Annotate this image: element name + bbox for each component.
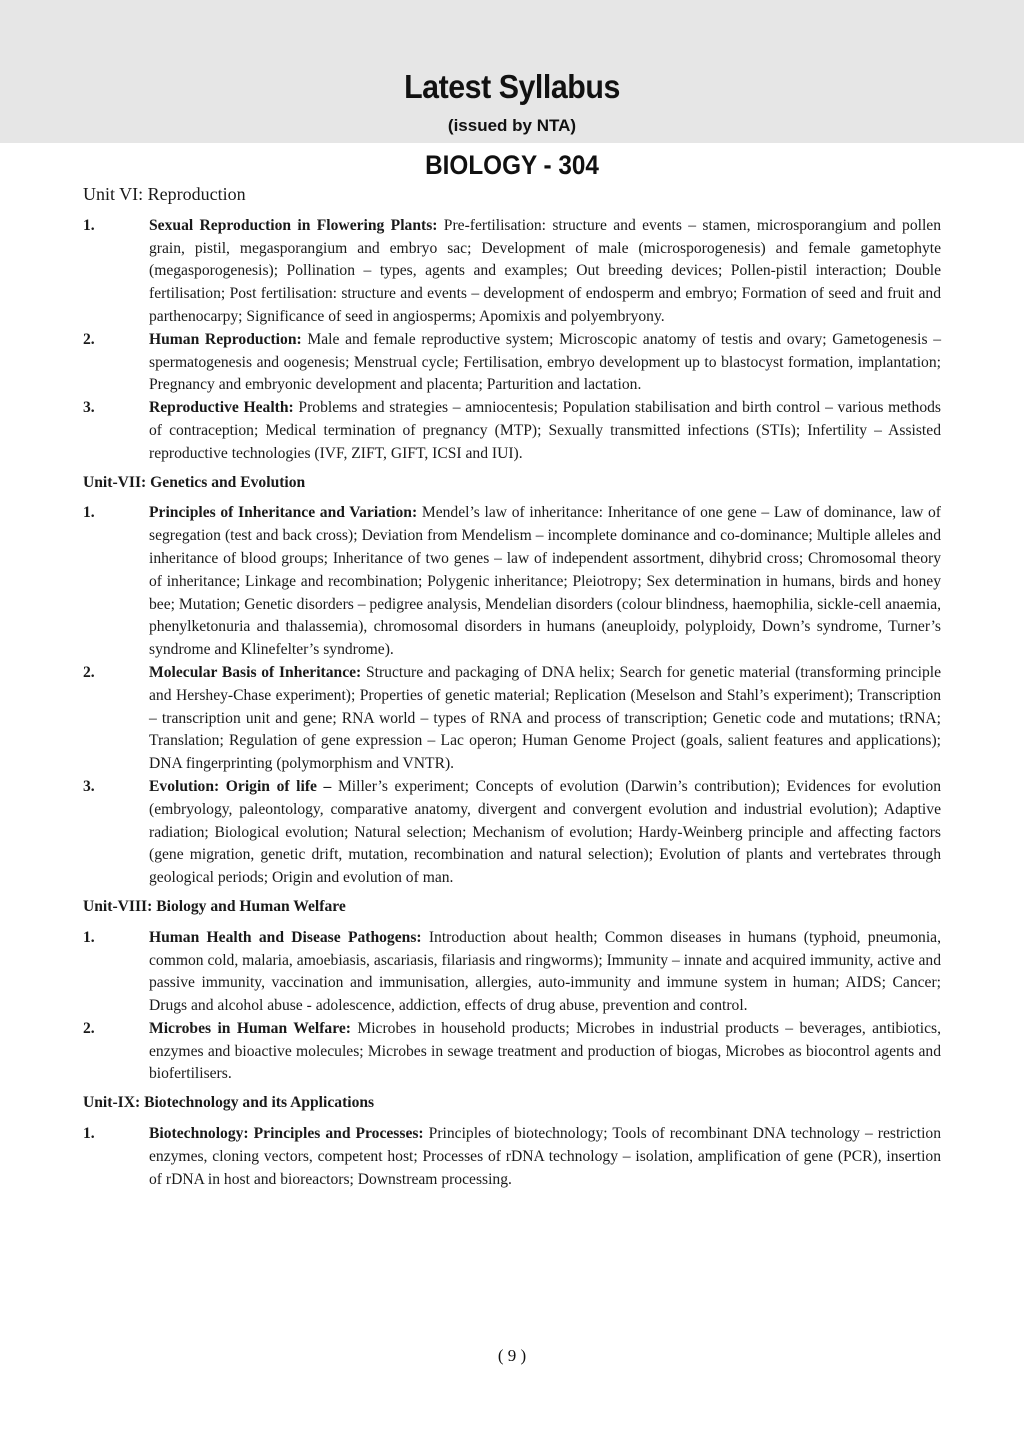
unit-heading: Unit VI: Reproduction [83, 184, 246, 204]
item-number: 2. [83, 663, 95, 681]
syllabus-item [83, 215, 941, 329]
item-number: 1. [83, 1125, 95, 1143]
item-description: Microbes in household products; Microbes in industrial products – beverages, antibiotics, enzymes and bioactive molecules; Microbes in sewage treatment and production of biogas, Microbes as biocontrol agents and biofertilisers. [149, 1019, 941, 1083]
syllabus-item [83, 397, 941, 465]
item-title: Biotechnology: Principles and Processes: [149, 1125, 424, 1143]
item-title: Microbes in Human Welfare: [149, 1019, 351, 1037]
item-text [149, 927, 941, 1018]
unit-heading: Unit-IX: Biotechnology and its Applications [83, 1094, 375, 1112]
syllabus-item [83, 329, 941, 397]
item-description: Principles of biotechnology; Tools of recombinant DNA technology – restriction enzymes, cloning vectors, competent host; Processes of rDNA technology – isolation, amplification of gene (PCR), insertion of rDNA in host and bioreactors; Downstream processing. [149, 1125, 941, 1188]
item-title: Principles of Inheritance and Variation: [149, 504, 418, 522]
item-description: Pre-fertilisation: structure and events – stamen, microsporangium and pollen grain, pistil, megasporangium and embryo sac; Development of male (microsporogenesis) and female gametophyte (megasporogenesis); Pollination – types, agents and examples; Out breeding devices; Pollen-pistil interaction; Double fertilisation; Post fertilisation: structure and events – development of endosperm and embryo; Formation of seed and fruit and parthenocarpy; Significance of seed in angiosperms; Apomixis and polyembryony. [149, 216, 941, 325]
item-text [149, 215, 941, 329]
item-description: Male and female reproductive system; Microscopic anatomy of testis and ovary; Gametogenesis – spermatogenesis and oogenesis; Menstrual cycle; Fertilisation, embryo development up to blastocyst formation, implantation; Pregnancy and embryonic development and placenta; Parturition and lactation. [149, 330, 941, 394]
item-number: 3. [83, 399, 95, 417]
item-text [149, 1018, 941, 1086]
item-text [149, 502, 941, 662]
item-title: Evolution: Origin of life – [149, 777, 332, 795]
syllabus-item [83, 1018, 941, 1086]
item-number: 1. [83, 216, 95, 234]
subject-heading: BIOLOGY - 304 [425, 150, 599, 180]
item-text [149, 1123, 941, 1191]
unit-heading: Unit-VIII: Biology and Human Welfare [83, 897, 346, 915]
item-title: Human Health and Disease Pathogens: [149, 928, 422, 946]
item-text [149, 662, 941, 776]
page-title: Latest Syllabus [404, 68, 620, 105]
item-title: Sexual Reproduction in Flowering Plants: [149, 216, 438, 234]
item-text [149, 397, 941, 465]
item-number: 1. [83, 504, 95, 522]
item-title: Reproductive Health: [149, 399, 294, 417]
page-number: ( 9 ) [497, 1346, 527, 1365]
syllabus-item [83, 776, 941, 890]
item-description: Introduction about health; Common diseases in humans (typhoid, pneumonia, common cold, malaria, amoebiasis, ascariasis, filariasis and ringworms); Immunity – innate and acquired immunity, active and passive immunity, vaccination and immunisation, allergies, auto-immunity and immune system in human; AIDS; Cancer; Drugs and alcohol abuse - adolescence, addiction, effects of drug abuse, prevention and control. [149, 928, 941, 1015]
item-text [149, 329, 941, 397]
item-number: 2. [83, 330, 95, 348]
item-description: Miller’s experiment; Concepts of evolution (Darwin’s contribution); Evidences for evolution (embryology, paleontology, comparative anatomy, divergent and convergent evolution and industrial evolution); Adaptive radiation; Biological evolution; Natural selection; Mechanism of evolution; Hardy-Weinberg principle and affecting factors (gene migration, genetic drift, mutation, recombination and natural selection); Evolution of plants and vertebrates through geological periods; Origin and evolution of man. [149, 777, 941, 887]
item-text [149, 776, 941, 890]
item-title: Human Reproduction: [149, 330, 302, 348]
syllabus-content [83, 183, 941, 1191]
syllabus-item [83, 662, 941, 776]
syllabus-item [83, 502, 941, 662]
syllabus-item [83, 1123, 941, 1191]
item-number: 1. [83, 928, 95, 946]
page-subtitle: (issued by NTA) [447, 116, 577, 135]
item-description: Problems and strategies – amniocentesis; Population stabilisation and birth control – various methods of contraception; Medical termination of pregnancy (MTP); Sexually transmitted infections (STIs); Infertility – Assisted reproductive technologies (IVF, ZIFT, GIFT, ICSI and IUI). [149, 399, 941, 462]
item-title: Molecular Basis of Inheritance: [149, 663, 362, 681]
item-number: 2. [83, 1019, 95, 1037]
unit-heading: Unit-VII: Genetics and Evolution [83, 473, 306, 491]
item-description: Mendel’s law of inheritance: Inheritance of one gene – Law of dominance, law of segregation (test and back cross); Deviation from Mendelism – incomplete dominance and co-dominance; Multiple alleles and inheritance of blood groups; Inheritance of two genes – law of independent assortment, dihybrid cross; Chromosomal theory of inheritance; Linkage and recombination; Polygenic inheritance; Pleiotropy; Sex determination in humans, birds and honey bee; Mutation; Genetic disorders – pedigree analysis, Mendelian disorders (colour blindness, haemophilia, sickle-cell anaemia, phenylketonuria and thalassemia), chromosomal disorders in humans (aneuploidy, polyploidy, Down’s syndrome, Turner’s syndrome and Klinefelter’s syndrome). [149, 504, 942, 659]
item-description: Structure and packaging of DNA helix; Search for genetic material (transforming principle and Hershey-Chase experiment); Properties of genetic material; Replication (Meselson and Stahl’s experiment); Transcription – transcription unit and gene; RNA world – types of RNA and process of transcription; Genetic code and mutations; tRNA; Translation; Regulation of gene expression – Lac operon; Human Genome Project (goals, salient features and applications); DNA fingerprinting (polymorphism and VNTR). [149, 663, 941, 773]
item-number: 3. [83, 777, 95, 795]
syllabus-item [83, 927, 941, 1018]
